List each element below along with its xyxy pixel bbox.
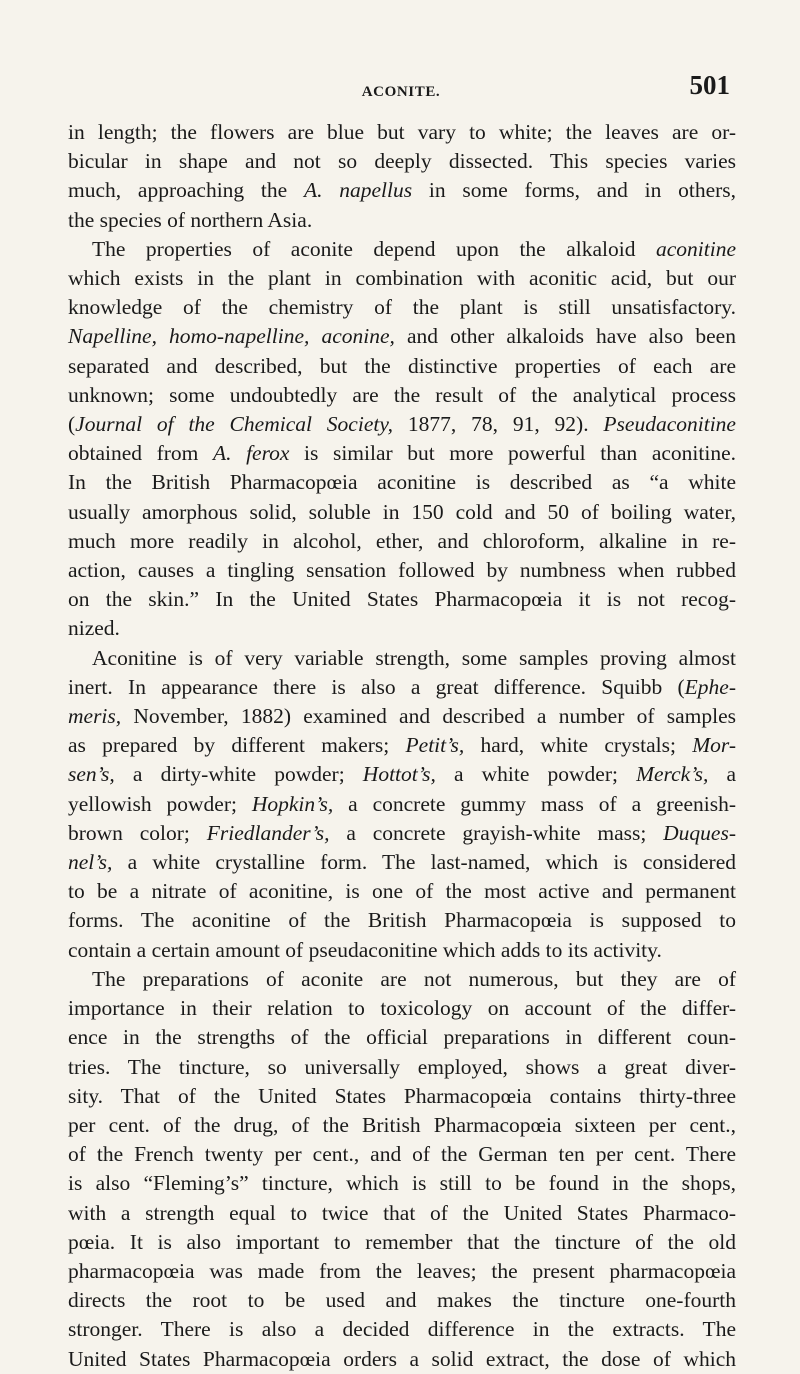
text-line: forms. The aconitine of the British Pharmacopœia is supposed to — [68, 908, 736, 933]
text-line: which exists in the plant in combination with aconitic acid, but our — [68, 266, 736, 291]
text-line: contain a certain amount of pseudaconitine which adds to its activity. — [68, 937, 662, 962]
italic-term: Pseudaconitine — [603, 412, 736, 437]
text-line: The properties of aconite depend upon the alkaloid aconitine — [92, 236, 736, 261]
italic-term: Mor- — [692, 733, 736, 758]
text-line: ence in the strengths of the official preparations in different coun- — [68, 1025, 736, 1050]
text-line: pharmacopœia was made from the leaves; the present pharmacopœia — [68, 1258, 736, 1283]
text-line: of the French twenty per cent., and of the German ten per cent. There — [68, 1142, 736, 1167]
italic-term: A. napellus — [303, 178, 413, 203]
text-line: per cent. of the drug, of the British Pharmacopœia sixteen per cent., — [68, 1112, 736, 1137]
text-line: yellowish powder; Hopkin’s, a concrete gummy mass of a greenish- — [68, 791, 736, 816]
text-line: the species of northern Asia. — [68, 207, 313, 232]
italic-term: Duques- — [663, 820, 736, 845]
text-line: obtained from A. ferox is similar but more powerful than aconitine. — [68, 441, 736, 466]
text-line: on the skin.” In the United States Pharmacopœia it is not recog- — [68, 587, 736, 612]
running-head — [68, 70, 734, 100]
text-line: bicular in shape and not so deeply dissected. This species varies — [68, 149, 736, 174]
text-line: The preparations of aconite are not numerous, but they are of — [92, 966, 736, 991]
italic-term: Petit’s, — [405, 733, 465, 758]
text-line: sity. That of the United States Pharmacopœia contains thirty-three — [68, 1083, 736, 1108]
italic-term: meris, — [68, 704, 122, 729]
running-title: ACONITE. — [361, 84, 441, 100]
italic-term: Merck’s, — [636, 762, 709, 787]
text-line: to be a nitrate of aconitine, is one of the most active and permanent — [68, 879, 736, 904]
text-line: meris, November, 1882) examined and described a number of samples — [68, 704, 736, 729]
text-line: directs the root to be used and makes the tincture one-fourth — [68, 1288, 736, 1313]
text-line: separated and described, but the distinctive properties of each are — [68, 353, 736, 378]
text-line: with a strength equal to twice that of the United States Pharmaco- — [68, 1200, 736, 1225]
italic-term: A. ferox — [212, 441, 290, 466]
body-text — [68, 118, 736, 1374]
italic-term: aconitine — [655, 236, 736, 261]
text-line: much, approaching the A. napellus in some forms, and in others, — [68, 178, 737, 203]
italic-term: Napelline, homo-napelline, aconine, — [68, 324, 395, 349]
text-line: brown color; Friedlander’s, a concrete grayish-white mass; Duques- — [68, 820, 736, 845]
text-line: tries. The tincture, so universally employed, shows a great diver- — [68, 1054, 736, 1079]
italic-term: Journal of the Chemical Society, — [75, 412, 394, 437]
italic-term: Friedlander’s, — [206, 820, 330, 845]
text-line: much more readily in alcohol, ether, and chloroform, alkaline in re- — [68, 528, 736, 553]
page-number: 501 — [689, 70, 730, 100]
text-line: Aconitine is of very variable strength, some samples proving almost — [92, 645, 736, 670]
italic-term: nel’s, — [68, 850, 113, 875]
text-line: is also “Fleming’s” tincture, which is still to be found in the shops, — [68, 1171, 736, 1196]
italic-term: sen’s, — [68, 762, 115, 787]
text-line: nized. — [68, 616, 120, 641]
text-line: knowledge of the chemistry of the plant is still unsatisfactory. — [68, 295, 736, 320]
text-line: unknown; some undoubtedly are the result of the analytical process — [68, 382, 736, 407]
italic-term: Hopkin’s, — [251, 791, 334, 816]
text-line: United States Pharmacopœia orders a solid extract, the dose of which — [68, 1346, 736, 1371]
text-line: action, causes a tingling sensation followed by numbness when rubbed — [68, 558, 736, 583]
text-line: importance in their relation to toxicology on account of the differ- — [68, 996, 736, 1021]
text-line: inert. In appearance there is also a great difference. Squibb (Ephe- — [68, 674, 736, 699]
text-line: stronger. There is also a decided difference in the extracts. The — [68, 1317, 736, 1342]
text-line: sen’s, a dirty-white powder; Hottot’s, a white powder; Merck’s, a — [68, 762, 737, 787]
italic-term: Ephe- — [684, 674, 736, 699]
text-line: Napelline, homo-napelline, aconine, and other alkaloids have also been — [68, 324, 736, 349]
text-line: pœia. It is also important to remember that the tincture of the old — [68, 1229, 736, 1254]
text-line: In the British Pharmacopœia aconitine is described as “a white — [68, 470, 736, 495]
text-line: (Journal of the Chemical Society, 1877, 78, 91, 92). Pseudaconitine — [68, 412, 736, 437]
text-line: as prepared by different makers; Petit’s, hard, white crystals; Mor- — [68, 733, 736, 758]
text-line: nel’s, a white crystalline form. The last-named, which is considered — [68, 850, 736, 875]
text-line: usually amorphous solid, soluble in 150 cold and 50 of boiling water, — [68, 499, 736, 524]
italic-term: Hottot’s, — [362, 762, 436, 787]
text-line: in length; the flowers are blue but vary to white; the leaves are or- — [68, 120, 736, 144]
